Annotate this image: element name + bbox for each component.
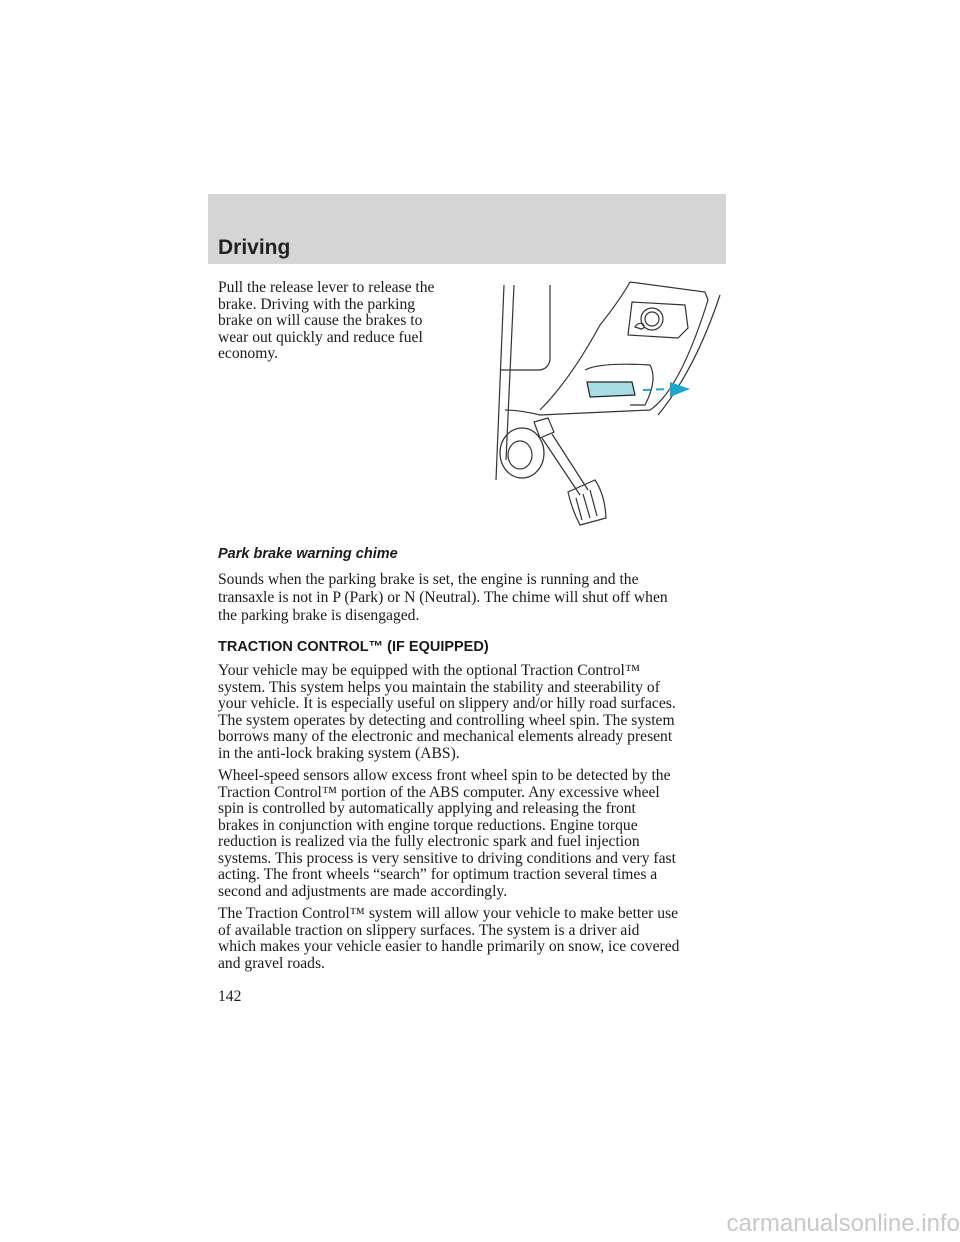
text-line: in the anti-lock braking system (ABS).	[218, 744, 460, 762]
chime-paragraph	[218, 571, 668, 625]
text-line: borrows many of the electronic and mechanical elements already present	[218, 728, 673, 745]
text-line: reduction is realized via the fully electronic spark and fuel injection	[218, 833, 640, 850]
traction-paragraph-3	[218, 906, 679, 972]
pull-arrow-line	[643, 389, 670, 390]
text-line: brake on will cause the brakes to	[218, 312, 423, 329]
text-line: Your vehicle may be equipped with the optional Traction Control™	[218, 662, 641, 679]
text-line: The system operates by detecting and controlling wheel spin. The system	[218, 711, 675, 729]
text-line: Pull the release lever to release the	[218, 279, 435, 296]
text-line: economy.	[218, 345, 279, 362]
text-line: and gravel roads.	[218, 954, 325, 972]
text-line: the parking brake is disengaged.	[218, 607, 420, 624]
traction-heading: TRACTION CONTROL™ (IF EQUIPPED)	[218, 639, 489, 655]
text-line: Sounds when the parking brake is set, the engine is running and the	[218, 571, 639, 588]
section-title: Driving	[218, 236, 291, 259]
intro-paragraph	[218, 280, 434, 363]
text-line: wear out quickly and reduce fuel	[218, 328, 423, 346]
chime-heading: Park brake warning chime	[218, 546, 398, 562]
text-line: Traction Control™ portion of the ABS computer. Any excessive wheel	[218, 783, 660, 801]
text-line: brakes in conjunction with engine torque reductions. Engine torque	[218, 816, 638, 834]
page-number: 142	[218, 988, 242, 1005]
text-line: system. This system helps you maintain the stability and steerability of	[218, 678, 660, 696]
text-line: second and adjustments are made accordingly.	[218, 882, 508, 900]
text-line: which makes your vehicle easier to handle primarily on snow, ice covered	[218, 938, 680, 955]
text-line: brake. Driving with the parking	[218, 295, 416, 313]
text-line: spin is controlled by automatically applying and releasing the front	[218, 800, 636, 817]
text-line: transaxle is not in P (Park) or N (Neutral). The chime will shut off when	[218, 589, 668, 606]
watermark: carmanualsonline.info	[726, 1210, 960, 1237]
section-header	[208, 194, 726, 264]
traction-paragraph-2	[218, 768, 676, 900]
text-line: of available traction on slippery surfaces. The system is a driver aid	[218, 921, 640, 939]
text-line: your vehicle. It is especially useful on slippery and/or hilly road surfaces.	[218, 695, 676, 712]
text-line: The Traction Control™ system will allow your vehicle to make better use	[218, 905, 679, 922]
release-lever	[587, 382, 635, 397]
parking-brake-illustration	[480, 270, 730, 530]
traction-paragraph-1	[218, 663, 676, 762]
text-line: systems. This process is very sensitive to driving conditions and very fast	[218, 849, 676, 867]
text-line: Wheel-speed sensors allow excess front wheel spin to be detected by the	[218, 767, 671, 784]
text-line: acting. The front wheels “search” for optimum traction several times a	[218, 866, 658, 883]
